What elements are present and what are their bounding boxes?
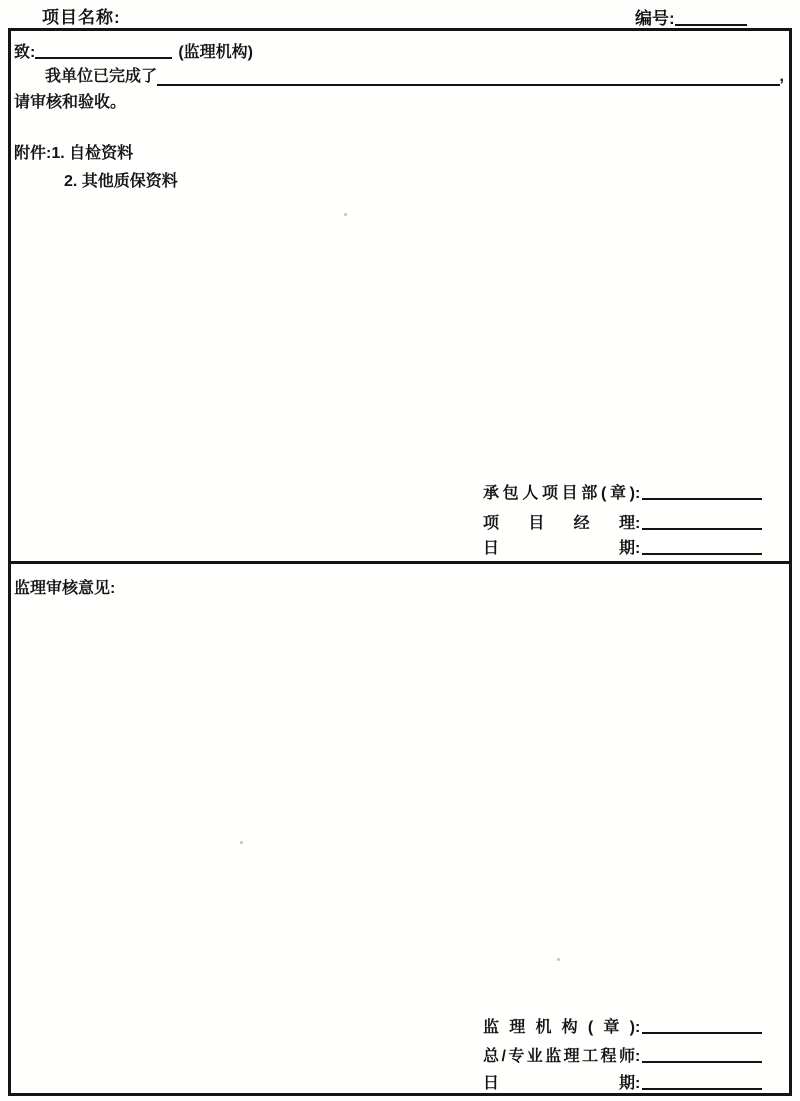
label-colon: :: [635, 540, 641, 557]
label-colon: :: [635, 485, 641, 502]
contractor-date-row: [483, 535, 762, 558]
completed-statement-prefix: 我单位已完成了: [45, 68, 158, 85]
to-line: [14, 39, 253, 62]
attachment-item: 1. 自检资料: [51, 145, 134, 162]
scan-speck: [344, 213, 347, 216]
project-manager-fill-line[interactable]: [642, 514, 762, 530]
form-box: [8, 28, 792, 1096]
date-label: 日期: [483, 1075, 635, 1092]
attachment-item: 2. 其他质保资料: [64, 173, 178, 190]
supervision-org-suffix: (监理机构): [178, 44, 254, 61]
contractor-seal-row: [483, 480, 762, 503]
scan-speck: [557, 958, 560, 961]
number-fill-line[interactable]: [675, 10, 747, 26]
contractor-date-fill-line[interactable]: [642, 539, 762, 555]
project-manager-row: [483, 510, 762, 533]
label-colon: :: [635, 515, 641, 532]
chief-engineer-row: [483, 1043, 762, 1066]
attachments-label: 附件:: [14, 145, 52, 162]
label-colon: :: [635, 1075, 641, 1092]
review-opinion-area[interactable]: [14, 606, 786, 1001]
number-field: [635, 4, 747, 29]
supervisor-date-fill-line[interactable]: [642, 1074, 762, 1090]
scan-speck: [240, 841, 243, 844]
completed-fill-line[interactable]: [157, 68, 780, 86]
chief-engineer-fill-line[interactable]: [642, 1047, 762, 1063]
number-label: 编号:: [635, 9, 675, 28]
completed-statement-line: [14, 63, 784, 86]
label-colon: :: [635, 1048, 641, 1065]
project-name-label: 项目名称:: [42, 8, 121, 27]
statement-comma: ,: [779, 68, 784, 85]
supervisor-org-seal-label: 监理机构(章): [483, 1019, 635, 1036]
supervisor-org-seal-row: [483, 1014, 762, 1037]
chief-engineer-label: 总/专业监理工程师: [483, 1048, 635, 1065]
attachments-line: [14, 140, 133, 163]
label-colon: :: [635, 1019, 641, 1036]
to-fill-line[interactable]: [35, 43, 172, 59]
review-opinion-title: 监理审核意见:: [14, 580, 116, 597]
date-label: 日期: [483, 540, 635, 557]
supervisor-date-row: [483, 1070, 762, 1093]
review-request-text: 请审核和验收。: [14, 94, 127, 111]
project-manager-label: 项目经理: [483, 515, 635, 532]
contractor-seal-label: 承包人项目部(章): [483, 485, 635, 502]
contractor-seal-fill-line[interactable]: [642, 484, 762, 500]
supervisor-org-fill-line[interactable]: [642, 1018, 762, 1034]
section-divider: [8, 561, 792, 564]
to-label: 致:: [14, 44, 36, 61]
